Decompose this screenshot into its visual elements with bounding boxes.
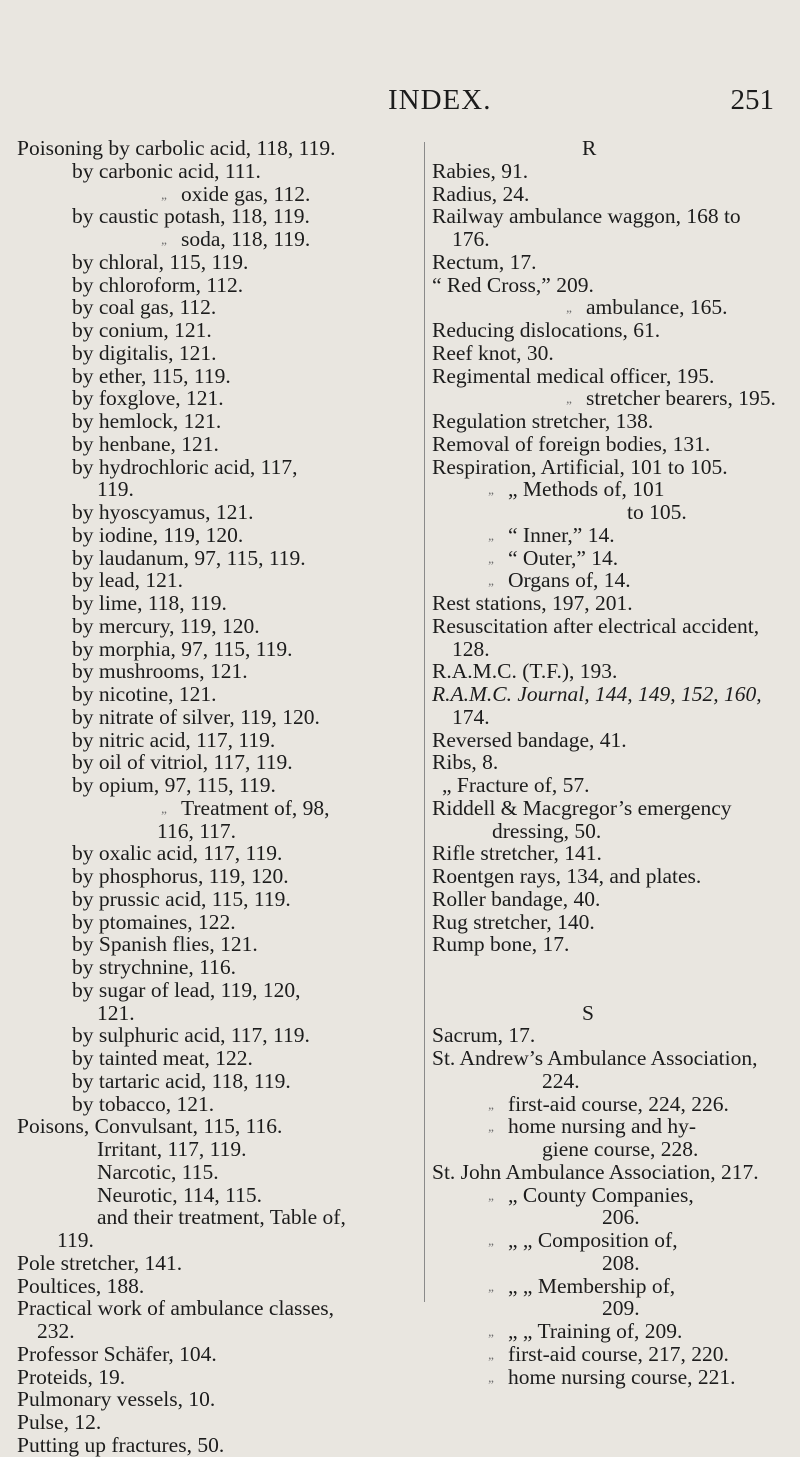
index-entry: R.A.M.C. (T.F.), 193. [432,659,618,684]
index-entry: St. John Ambulance Association, 217. [432,1159,759,1184]
index-entry: by tobacco, 121. [72,1091,215,1116]
index-entry: Reef knot, 30. [432,340,554,365]
index-entry: Roentgen rays, 134, and plates. [432,864,702,888]
page-number: 251 [730,84,774,116]
index-entry: Respiration, Artificial, 101 to 105. [432,454,728,479]
index-entry: „ first-aid course, 224, 226. [432,1093,794,1116]
index-entry: Sacrum, 17. [432,1023,536,1048]
index-entry: by oil of vitriol, 117, 119. [72,750,293,775]
index-entry: Rest stations, 197, 201. [432,591,633,615]
ditto-mark: „ [488,1096,494,1112]
index-entry: 209. [602,1296,640,1321]
index-entry: by chloral, 115, 119. [72,249,249,274]
ditto-mark: „ [488,1369,494,1385]
ditto-mark: „ [488,1187,494,1203]
index-entry: by phosphorus, 119, 120. [72,864,289,888]
left-column [17,137,422,1457]
index-entry: 121. [97,1000,135,1025]
index-entry: Roller bandage, 40. [432,886,601,911]
index-entry: Resuscitation after electrical accident, [432,613,760,638]
index-entry: Rifle stretcher, 141. [432,841,602,866]
index-entry: by Spanish flies, 121. [72,932,258,957]
index-entry: by iodine, 119, 120. [72,522,244,547]
index-entry: „ „ „ Composition of, [432,1229,794,1252]
ditto-mark: „ [161,186,167,202]
index-entry: Removal of foreign bodies, 131. [432,431,711,456]
index-entry: „ home nursing and hy- [432,1115,794,1138]
index-entry: „ „ Methods of, 101 [432,478,794,501]
index-entry: „ first-aid course, 217, 220. [432,1343,794,1366]
index-entry: dressing, 50. [492,818,602,843]
index-entry: by mushrooms, 121. [72,659,248,684]
index-entry: St. Andrew’s Ambulance Association, [432,1046,758,1070]
index-entry: „ soda, 118, 119. [17,228,422,251]
index-entry: Practical work of ambulance classes, [17,1296,334,1321]
index-entry: „ „ „ Membership of, [432,1275,794,1298]
index-entry: „ stretcher bearers, 195. [432,387,794,410]
index-entry: Regimental medical officer, 195. [432,363,715,388]
index-entry: by digitalis, 121. [72,340,217,365]
index-entry: Poisons, Convulsant, 115, 116. [17,1114,283,1139]
column-divider [424,142,425,1302]
index-entry: Poisoning by carbolic acid, 118, 119. [17,136,336,160]
index-entry: Putting up fractures, 50. [17,1432,225,1457]
index-entry: by ether, 115, 119. [72,363,231,388]
index-entry: „ Treatment of, 98, [17,797,422,820]
index-entry: by coal gas, 112. [72,295,217,320]
index-entry: by tainted meat, 122. [72,1046,253,1070]
index-entry: by lime, 118, 119. [72,591,227,615]
index-entry: 208. [602,1250,640,1275]
index-entry: by opium, 97, 115, 119. [72,773,276,797]
ditto-mark: „ [161,800,167,816]
blank-line [432,956,794,979]
index-entry: „ Organs of, 14. [432,569,794,592]
index-entry: by caustic potash, 118, 119. [72,204,310,229]
index-entry: 119. [57,1228,94,1252]
index-entry: by laudanum, 97, 115, 119. [72,545,306,570]
index-entry: and their treatment, Table of, [97,1205,346,1230]
index-entry: by henbane, 121. [72,431,219,456]
index-entry: by chloroform, 112. [72,272,244,297]
ditto-mark: „ [488,1324,494,1339]
ditto-mark: „ [488,1119,494,1135]
index-entry: „ “ Inner,” 14. [432,524,794,547]
index-entry: Riddell & Macgregor’s emergency [432,795,732,820]
index-entry: 206. [602,1205,640,1230]
index-entry: giene course, 228. [542,1137,699,1161]
index-entry: 232. [37,1319,75,1343]
page-header [0,84,800,124]
index-entry: by carbonic acid, 111. [72,158,261,183]
index-entry: „ Fracture of, 57. [442,773,590,797]
section-letter: S [582,1000,594,1025]
index-entry: Rabies, 91. [432,158,529,183]
index-entry: Pole stretcher, 141. [17,1250,183,1275]
index-entry: 176. [452,227,490,251]
index-entry: “ Red Cross,” 209. [432,272,594,297]
index-entry: „ ambulance, 165. [432,296,794,319]
index-entry: „ home nursing course, 221. [432,1366,794,1389]
ditto-mark: „ [488,550,494,566]
ditto-mark: „ [488,527,494,543]
index-entry: Narcotic, 115. [97,1159,219,1184]
index-entry: Neurotic, 114, 115. [97,1182,262,1207]
index-entry: by sulphuric acid, 117, 119. [72,1023,310,1048]
index-entry: by tartaric acid, 118, 119. [72,1068,291,1093]
index-entry: 174. [452,704,490,729]
index-entry: Pulse, 12. [17,1410,102,1434]
ditto-mark: „ [488,1346,494,1362]
index-entry: 224. [542,1068,580,1093]
index-entry: by oxalic acid, 117, 119. [72,841,283,866]
index-entry: by mercury, 119, 120. [72,613,260,638]
index-entry: „ “ Outer,” 14. [432,547,794,570]
index-entry: Reducing dislocations, 61. [432,318,661,342]
ditto-mark: „ [488,573,494,589]
index-entry: Irritant, 117, 119. [97,1137,247,1161]
index-entry: by foxglove, 121. [72,386,224,411]
index-entry: Professor Schäfer, 104. [17,1341,217,1366]
index-entry: 116, 117. [157,818,237,843]
index-entry: by hydrochloric acid, 117, [72,454,298,479]
index-entry: „ „ „ Training of, 209. [432,1320,794,1343]
index-entry: by hemlock, 121. [72,409,222,433]
ditto-mark: „ [488,1278,494,1294]
index-entry: by nicotine, 121. [72,682,217,706]
index-entry: Rump bone, 17. [432,932,570,957]
page-title: INDEX. [388,84,492,116]
ditto-mark: „ [488,1233,494,1248]
ditto-mark: „ [488,482,494,498]
index-entry: Radius, 24. [432,181,530,206]
index-entry: R.A.M.C. Journal, 144, 149, 152, 160, [432,682,762,706]
index-entry: Poultices, 188. [17,1273,145,1298]
index-entry: Regulation stretcher, 138. [432,409,654,433]
section-letter: R [582,136,597,160]
index-entry: by ptomaines, 122. [72,909,236,934]
index-entry: by hyoscyamus, 121. [72,500,254,524]
index-entry: „ „ County Companies, [432,1184,794,1207]
blank-line [432,979,794,1002]
index-entry: 119. [97,477,134,502]
index-entry: Rug stretcher, 140. [432,909,595,934]
index-entry: by morphia, 97, 115, 119. [72,636,293,661]
ditto-mark: „ [161,232,167,247]
index-entry: by sugar of lead, 119, 120, [72,977,301,1002]
right-column [432,137,794,1388]
index-entry: by nitrate of silver, 119, 120. [72,704,320,729]
index-entry: Rectum, 17. [432,249,537,274]
index-entry: 128. [452,636,490,661]
index-entry: to 105. [627,500,687,524]
ditto-mark: „ [566,391,572,407]
index-entry: Railway ambulance waggon, 168 to [432,204,741,229]
ditto-mark: „ [566,300,572,316]
index-entry: by strychnine, 116. [72,955,237,979]
index-entry: by nitric acid, 117, 119. [72,727,276,752]
index-entry: „ oxide gas, 112. [17,183,422,206]
index-entry: Proteids, 19. [17,1364,126,1389]
index-entry: by lead, 121. [72,568,184,593]
index-entry: by conium, 121. [72,318,212,342]
index-entry: Pulmonary vessels, 10. [17,1387,216,1412]
index-entry: Ribs, 8. [432,750,499,775]
index-entry: Reversed bandage, 41. [432,727,627,752]
index-entry: by prussic acid, 115, 119. [72,886,291,911]
